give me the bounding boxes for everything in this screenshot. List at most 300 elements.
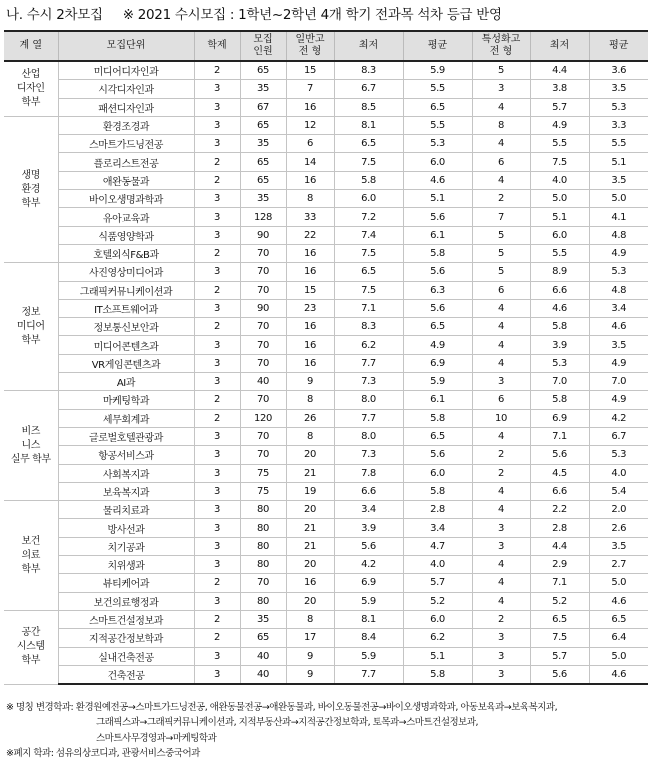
department-cell: 스마트건설정보과 — [58, 610, 194, 628]
value-cell: 8 — [286, 391, 334, 409]
department-cell: 패션디자인과 — [58, 98, 194, 116]
value-cell: 70 — [240, 391, 286, 409]
table-row — [4, 482, 648, 500]
value-cell: 4 — [472, 427, 530, 445]
value-cell: 6.5 — [403, 98, 472, 116]
value-cell: 2 — [472, 610, 530, 628]
value-cell: 70 — [240, 318, 286, 336]
table-row — [4, 135, 648, 153]
value-cell: 7.3 — [334, 373, 403, 391]
table-row — [4, 629, 648, 647]
value-cell: 5.3 — [403, 135, 472, 153]
department-cell: 보육복지과 — [58, 482, 194, 500]
value-cell: 3 — [194, 226, 240, 244]
closed-departments: 섬유의상코디과, 관광서비스중국어과 — [55, 747, 200, 759]
value-cell: 6.0 — [530, 226, 589, 244]
department-cell: 호텔외식F&B과 — [58, 244, 194, 262]
value-cell: 5.8 — [403, 482, 472, 500]
value-cell: 3 — [194, 592, 240, 610]
value-cell: 4 — [472, 501, 530, 519]
department-cell: 환경조경과 — [58, 116, 194, 134]
value-cell: 4.9 — [589, 354, 648, 372]
value-cell: 5.1 — [403, 190, 472, 208]
value-cell: 15 — [286, 281, 334, 299]
value-cell: 6 — [472, 391, 530, 409]
value-cell: 65 — [240, 61, 286, 80]
value-cell: 20 — [286, 501, 334, 519]
value-cell: 7.1 — [530, 574, 589, 592]
value-cell: 8 — [472, 116, 530, 134]
value-cell: 3 — [194, 373, 240, 391]
value-cell: 3 — [194, 299, 240, 317]
value-cell: 5.0 — [530, 190, 589, 208]
value-cell: 3 — [194, 98, 240, 116]
value-cell: 6.5 — [403, 427, 472, 445]
value-cell: 6.6 — [334, 482, 403, 500]
value-cell: 3.5 — [589, 80, 648, 98]
value-cell: 4.6 — [589, 665, 648, 684]
table-body — [4, 61, 648, 684]
value-cell: 14 — [286, 153, 334, 171]
value-cell: 3 — [194, 135, 240, 153]
division-cell: 생명 환경 학부 — [4, 116, 58, 262]
value-cell: 6.9 — [334, 574, 403, 592]
value-cell: 4.2 — [334, 556, 403, 574]
value-cell: 2 — [194, 391, 240, 409]
table-row — [4, 336, 648, 354]
value-cell: 7.2 — [334, 208, 403, 226]
value-cell: 2 — [194, 629, 240, 647]
footnotes — [6, 700, 557, 761]
value-cell: 7.5 — [334, 153, 403, 171]
table-row — [4, 446, 648, 464]
value-cell: 3 — [194, 464, 240, 482]
value-cell: 3.4 — [589, 299, 648, 317]
value-cell: 65 — [240, 629, 286, 647]
value-cell: 23 — [286, 299, 334, 317]
value-cell: 5.1 — [530, 208, 589, 226]
value-cell: 3.9 — [530, 336, 589, 354]
rename-line-2: 그래픽스과→그래픽커뮤니케이션과, 지적부동산과→지적공간정보학과, 토목과→스마트건설정보과, — [96, 717, 479, 729]
value-cell: 3 — [194, 208, 240, 226]
table-row — [4, 537, 648, 555]
value-cell: 5.7 — [403, 574, 472, 592]
value-cell: 8 — [286, 610, 334, 628]
value-cell: 5.6 — [334, 537, 403, 555]
value-cell: 3 — [194, 556, 240, 574]
value-cell: 3 — [472, 629, 530, 647]
rename-line-1: 환경원예전공→스마트가드닝전공, 애완동물전공→애완동물과, 바이오동물전공→바이오생명과학과, 아동보육과→보육복지과, — [75, 702, 558, 713]
value-cell: 3.5 — [589, 537, 648, 555]
value-cell: 8.0 — [334, 391, 403, 409]
value-cell: 4.6 — [403, 171, 472, 189]
table-row — [4, 153, 648, 171]
column-header: 학제 — [194, 31, 240, 61]
value-cell: 90 — [240, 299, 286, 317]
value-cell: 5.8 — [403, 665, 472, 684]
value-cell: 7.1 — [334, 299, 403, 317]
value-cell: 20 — [286, 446, 334, 464]
value-cell: 5.6 — [530, 665, 589, 684]
value-cell: 7.7 — [334, 665, 403, 684]
department-cell: 식품영양학과 — [58, 226, 194, 244]
division-cell: 보건 의료 학부 — [4, 501, 58, 611]
value-cell: 65 — [240, 116, 286, 134]
value-cell: 2.8 — [403, 501, 472, 519]
value-cell: 16 — [286, 574, 334, 592]
value-cell: 6.5 — [403, 318, 472, 336]
value-cell: 5.8 — [403, 244, 472, 262]
value-cell: 26 — [286, 409, 334, 427]
value-cell: 6.0 — [403, 610, 472, 628]
table-row — [4, 208, 648, 226]
value-cell: 4 — [472, 135, 530, 153]
value-cell: 3 — [194, 190, 240, 208]
value-cell: 7.0 — [530, 373, 589, 391]
value-cell: 8.0 — [334, 427, 403, 445]
value-cell: 4.2 — [589, 409, 648, 427]
value-cell: 5.2 — [530, 592, 589, 610]
value-cell: 65 — [240, 153, 286, 171]
table-row — [4, 427, 648, 445]
department-cell: 미디어디자인과 — [58, 61, 194, 80]
value-cell: 4.0 — [403, 556, 472, 574]
value-cell: 4 — [472, 98, 530, 116]
value-cell: 4.6 — [530, 299, 589, 317]
value-cell: 65 — [240, 171, 286, 189]
value-cell: 4.9 — [403, 336, 472, 354]
value-cell: 6.3 — [403, 281, 472, 299]
value-cell: 5.3 — [530, 354, 589, 372]
value-cell: 3.6 — [589, 61, 648, 80]
value-cell: 12 — [286, 116, 334, 134]
value-cell: 2 — [194, 610, 240, 628]
value-cell: 2.9 — [530, 556, 589, 574]
value-cell: 9 — [286, 373, 334, 391]
department-cell: 유아교육과 — [58, 208, 194, 226]
value-cell: 6.2 — [334, 336, 403, 354]
value-cell: 70 — [240, 244, 286, 262]
column-header: 평균 — [589, 31, 648, 61]
value-cell: 3 — [194, 336, 240, 354]
value-cell: 80 — [240, 537, 286, 555]
department-cell: VR게임콘텐츠과 — [58, 354, 194, 372]
value-cell: 6.2 — [403, 629, 472, 647]
value-cell: 2.0 — [589, 501, 648, 519]
value-cell: 4.0 — [530, 171, 589, 189]
value-cell: 70 — [240, 446, 286, 464]
value-cell: 6.5 — [334, 263, 403, 281]
value-cell: 3 — [194, 80, 240, 98]
value-cell: 16 — [286, 263, 334, 281]
value-cell: 6.0 — [403, 153, 472, 171]
value-cell: 5.6 — [530, 446, 589, 464]
department-cell: 바이오생명과학과 — [58, 190, 194, 208]
value-cell: 3.4 — [403, 519, 472, 537]
value-cell: 6.4 — [589, 629, 648, 647]
value-cell: 3.5 — [589, 336, 648, 354]
value-cell: 16 — [286, 318, 334, 336]
value-cell: 8.5 — [334, 98, 403, 116]
value-cell: 3 — [194, 116, 240, 134]
division-cell: 비즈 니스 실무 학부 — [4, 391, 58, 501]
value-cell: 4.4 — [530, 537, 589, 555]
value-cell: 4.8 — [589, 281, 648, 299]
value-cell: 20 — [286, 592, 334, 610]
value-cell: 16 — [286, 354, 334, 372]
value-cell: 4 — [472, 336, 530, 354]
value-cell: 20 — [286, 556, 334, 574]
value-cell: 70 — [240, 574, 286, 592]
value-cell: 5.6 — [403, 299, 472, 317]
table-row — [4, 354, 648, 372]
value-cell: 4.9 — [589, 244, 648, 262]
value-cell: 35 — [240, 190, 286, 208]
value-cell: 3 — [472, 80, 530, 98]
value-cell: 2 — [194, 153, 240, 171]
table-row — [4, 80, 648, 98]
value-cell: 4 — [472, 556, 530, 574]
table-row — [4, 519, 648, 537]
value-cell: 5 — [472, 263, 530, 281]
value-cell: 70 — [240, 281, 286, 299]
value-cell: 8 — [286, 190, 334, 208]
closed-note — [6, 746, 557, 761]
value-cell: 3 — [194, 263, 240, 281]
table-row — [4, 409, 648, 427]
value-cell: 7.3 — [334, 446, 403, 464]
value-cell: 6.1 — [403, 391, 472, 409]
column-header: 최저 — [334, 31, 403, 61]
value-cell: 4 — [472, 592, 530, 610]
department-cell: 치기공과 — [58, 537, 194, 555]
value-cell: 67 — [240, 98, 286, 116]
value-cell: 3.9 — [334, 519, 403, 537]
value-cell: 5.8 — [530, 391, 589, 409]
grading-note: ※ 2021 수시모집 : 1학년~2학년 4개 학기 전과목 석차 등급 반영 — [122, 7, 502, 23]
value-cell: 4 — [472, 354, 530, 372]
value-cell: 5.5 — [403, 80, 472, 98]
value-cell: 4 — [472, 318, 530, 336]
column-header: 모집단위 — [58, 31, 194, 61]
department-cell: AI과 — [58, 373, 194, 391]
department-cell: 사진영상미디어과 — [58, 263, 194, 281]
value-cell: 21 — [286, 537, 334, 555]
value-cell: 6 — [472, 153, 530, 171]
closed-label: ※폐지 학과: — [6, 747, 54, 759]
value-cell: 5.3 — [589, 263, 648, 281]
value-cell: 75 — [240, 482, 286, 500]
value-cell: 4.6 — [589, 592, 648, 610]
value-cell: 3 — [194, 665, 240, 684]
value-cell: 6 — [472, 281, 530, 299]
value-cell: 6.5 — [530, 610, 589, 628]
value-cell: 7.5 — [334, 281, 403, 299]
department-cell: 애완동물과 — [58, 171, 194, 189]
value-cell: 6 — [286, 135, 334, 153]
value-cell: 7 — [286, 80, 334, 98]
value-cell: 9 — [286, 665, 334, 684]
value-cell: 4 — [472, 574, 530, 592]
value-cell: 80 — [240, 501, 286, 519]
value-cell: 5.8 — [530, 318, 589, 336]
value-cell: 3 — [194, 519, 240, 537]
value-cell: 19 — [286, 482, 334, 500]
department-cell: 보건의료행정과 — [58, 592, 194, 610]
value-cell: 3 — [194, 482, 240, 500]
value-cell: 80 — [240, 556, 286, 574]
department-cell: 실내건축전공 — [58, 647, 194, 665]
value-cell: 3 — [472, 665, 530, 684]
value-cell: 8.3 — [334, 61, 403, 80]
value-cell: 5.0 — [589, 190, 648, 208]
value-cell: 80 — [240, 519, 286, 537]
table-row — [4, 610, 648, 628]
value-cell: 7.8 — [334, 464, 403, 482]
column-header: 특성화고 전 형 — [472, 31, 530, 61]
value-cell: 7.1 — [530, 427, 589, 445]
table-row — [4, 98, 648, 116]
value-cell: 2 — [194, 318, 240, 336]
value-cell: 2 — [194, 574, 240, 592]
value-cell: 5.4 — [589, 482, 648, 500]
value-cell: 17 — [286, 629, 334, 647]
table-row — [4, 373, 648, 391]
column-header: 일반고 전 형 — [286, 31, 334, 61]
value-cell: 8.4 — [334, 629, 403, 647]
value-cell: 5.3 — [589, 98, 648, 116]
value-cell: 4.4 — [530, 61, 589, 80]
value-cell: 2.8 — [530, 519, 589, 537]
value-cell: 3 — [472, 647, 530, 665]
value-cell: 40 — [240, 665, 286, 684]
table-row — [4, 263, 648, 281]
division-cell: 정보 미디어 학부 — [4, 263, 58, 391]
value-cell: 70 — [240, 354, 286, 372]
value-cell: 4.9 — [589, 391, 648, 409]
value-cell: 5.6 — [403, 263, 472, 281]
value-cell: 3.3 — [589, 116, 648, 134]
department-cell: 뷰티케어과 — [58, 574, 194, 592]
department-cell: 미디어콘텐츠과 — [58, 336, 194, 354]
department-cell: 치위생과 — [58, 556, 194, 574]
value-cell: 22 — [286, 226, 334, 244]
table-header-row — [4, 31, 648, 61]
value-cell: 21 — [286, 464, 334, 482]
table-row — [4, 171, 648, 189]
value-cell: 35 — [240, 80, 286, 98]
department-cell: 건축전공 — [58, 665, 194, 684]
department-cell: 세무회계과 — [58, 409, 194, 427]
value-cell: 6.6 — [530, 482, 589, 500]
division-cell: 공간 시스템 학부 — [4, 610, 58, 684]
value-cell: 4.7 — [403, 537, 472, 555]
page-title — [6, 3, 502, 23]
department-cell: 플로리스트전공 — [58, 153, 194, 171]
value-cell: 80 — [240, 592, 286, 610]
section-heading: 나. 수시 2차모집 — [6, 7, 103, 23]
value-cell: 3 — [472, 537, 530, 555]
value-cell: 5.1 — [403, 647, 472, 665]
value-cell: 2 — [472, 190, 530, 208]
value-cell: 7.5 — [530, 629, 589, 647]
value-cell: 8.1 — [334, 116, 403, 134]
value-cell: 5.5 — [530, 135, 589, 153]
value-cell: 5.7 — [530, 98, 589, 116]
value-cell: 16 — [286, 171, 334, 189]
value-cell: 7.7 — [334, 409, 403, 427]
value-cell: 6.9 — [403, 354, 472, 372]
column-header: 모집 인원 — [240, 31, 286, 61]
department-cell: IT소프트웨어과 — [58, 299, 194, 317]
value-cell: 70 — [240, 263, 286, 281]
value-cell: 2 — [472, 464, 530, 482]
value-cell: 4 — [472, 482, 530, 500]
value-cell: 5.9 — [403, 373, 472, 391]
department-cell: 그래픽커뮤니케이션과 — [58, 281, 194, 299]
table-row — [4, 299, 648, 317]
value-cell: 5.1 — [589, 153, 648, 171]
rename-label: ※ 명칭 변경학과: — [6, 702, 74, 713]
value-cell: 5.8 — [334, 171, 403, 189]
table-row — [4, 244, 648, 262]
value-cell: 5 — [472, 61, 530, 80]
value-cell: 4 — [472, 299, 530, 317]
value-cell: 3 — [194, 537, 240, 555]
value-cell: 4.1 — [589, 208, 648, 226]
value-cell: 35 — [240, 135, 286, 153]
value-cell: 5.5 — [530, 244, 589, 262]
value-cell: 40 — [240, 373, 286, 391]
department-cell: 정보통신보안과 — [58, 318, 194, 336]
value-cell: 5.5 — [589, 135, 648, 153]
table-row — [4, 226, 648, 244]
value-cell: 5.6 — [403, 446, 472, 464]
column-header: 계 열 — [4, 31, 58, 61]
value-cell: 2.6 — [589, 519, 648, 537]
value-cell: 3.5 — [589, 171, 648, 189]
value-cell: 3 — [194, 501, 240, 519]
value-cell: 3.4 — [334, 501, 403, 519]
value-cell: 4.0 — [589, 464, 648, 482]
value-cell: 2 — [194, 244, 240, 262]
department-cell: 스마트가드닝전공 — [58, 135, 194, 153]
value-cell: 3 — [194, 647, 240, 665]
department-cell: 글로벌호텔관광과 — [58, 427, 194, 445]
department-cell: 방사선과 — [58, 519, 194, 537]
value-cell: 5.2 — [403, 592, 472, 610]
value-cell: 5.9 — [334, 647, 403, 665]
value-cell: 2.2 — [530, 501, 589, 519]
value-cell: 70 — [240, 427, 286, 445]
table-row — [4, 116, 648, 134]
table-row — [4, 190, 648, 208]
department-cell: 사회복지과 — [58, 464, 194, 482]
value-cell: 40 — [240, 647, 286, 665]
value-cell: 120 — [240, 409, 286, 427]
value-cell: 16 — [286, 244, 334, 262]
value-cell: 5.5 — [403, 116, 472, 134]
value-cell: 6.0 — [334, 190, 403, 208]
value-cell: 8.3 — [334, 318, 403, 336]
value-cell: 5.6 — [403, 208, 472, 226]
value-cell: 6.1 — [403, 226, 472, 244]
value-cell: 3.8 — [530, 80, 589, 98]
value-cell: 5.9 — [334, 592, 403, 610]
column-header: 평균 — [403, 31, 472, 61]
value-cell: 5 — [472, 244, 530, 262]
value-cell: 2 — [194, 281, 240, 299]
